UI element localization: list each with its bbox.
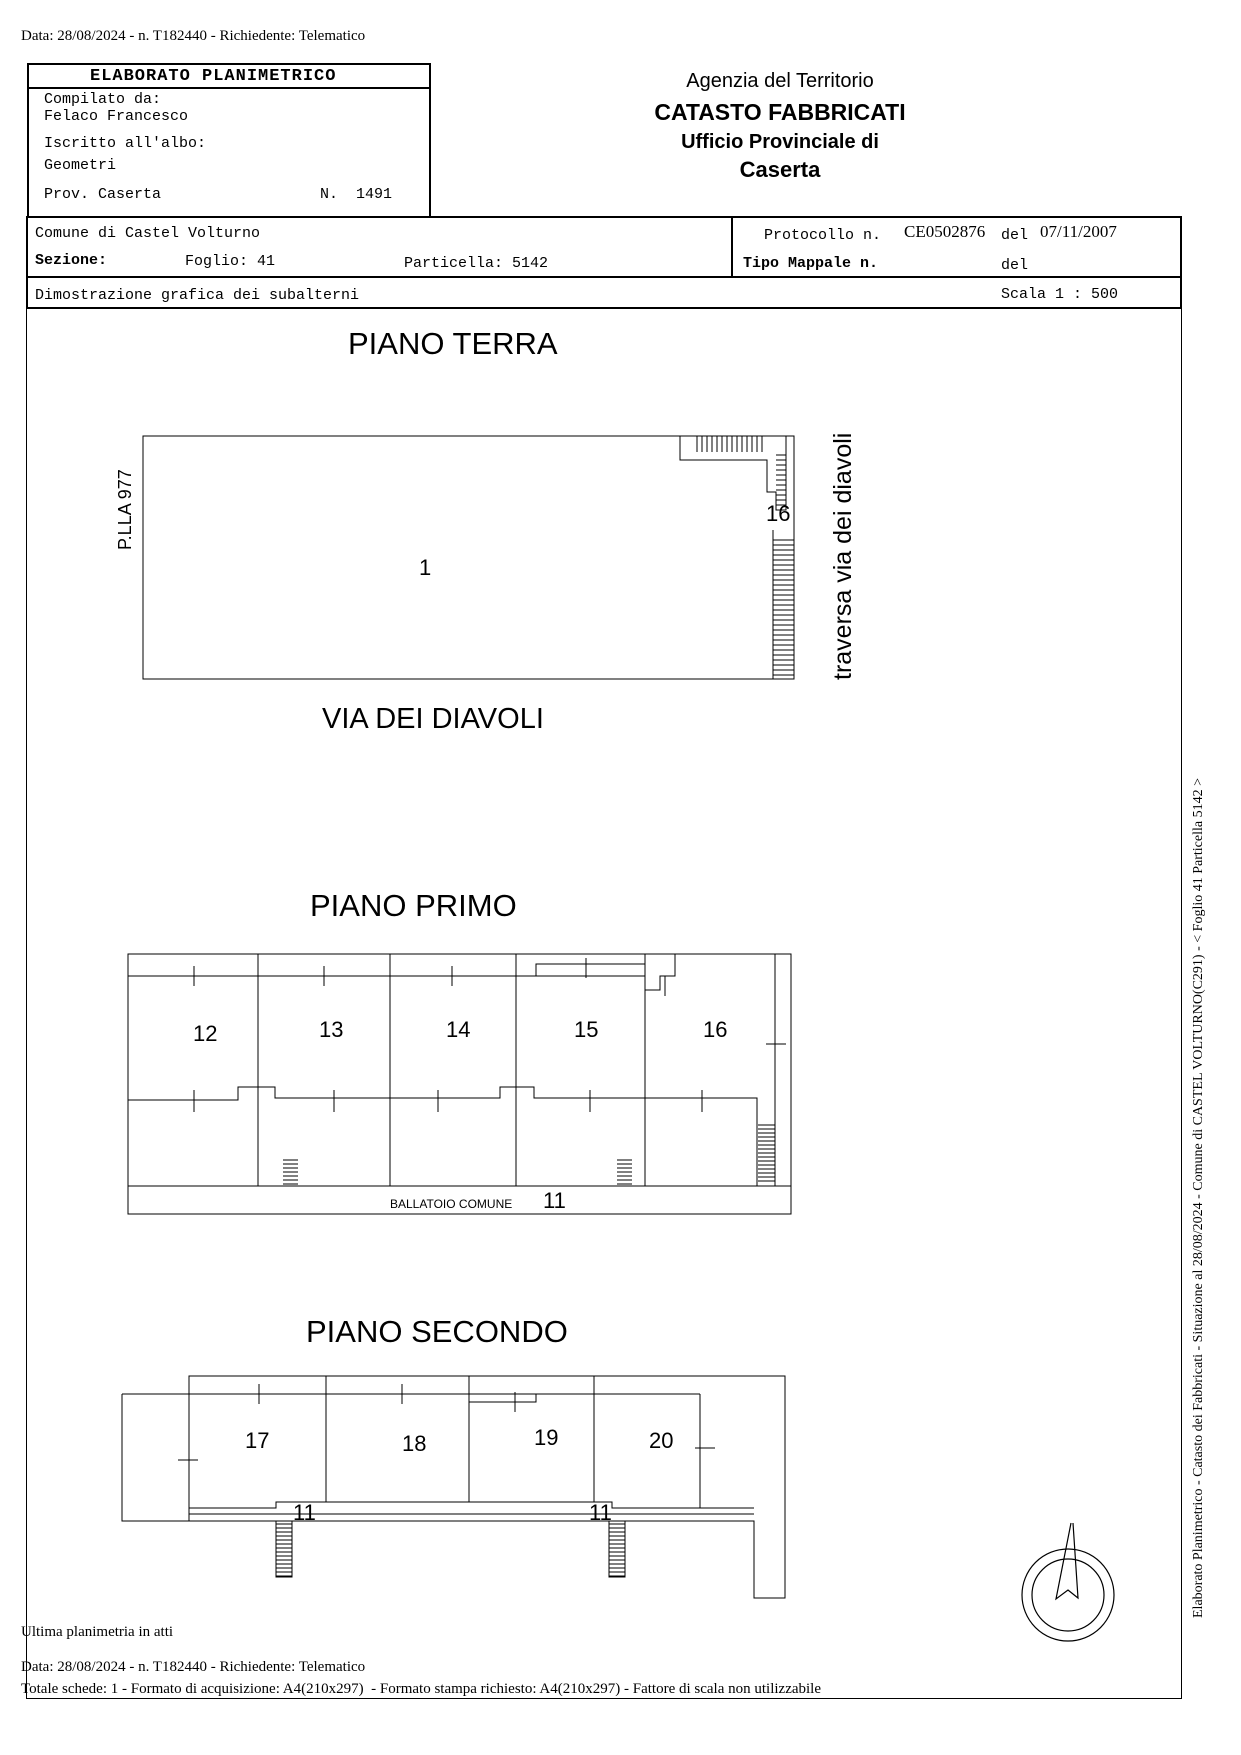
unit-19-number: 19 bbox=[534, 1425, 559, 1450]
info-vdivider bbox=[731, 216, 733, 278]
comune-value: Comune di Castel Volturno bbox=[35, 225, 261, 242]
unit-20-number: 20 bbox=[649, 1428, 674, 1453]
unit-12-number: 12 bbox=[193, 1021, 218, 1046]
tipo-mappale-label: Tipo Mappale n. bbox=[743, 255, 879, 272]
side-note: Elaborato Planimetrico - Catasto dei Fabbricati - Situazione al 28/08/2024 - Comune di CASTEL VOLTURNO(C291) - < Foglio 41 Particella 5142 > bbox=[1191, 778, 1206, 1618]
iscritto-label: Iscritto all'albo: bbox=[44, 135, 207, 152]
unit-14-number: 14 bbox=[446, 1017, 471, 1042]
compilato-name: Felaco Francesco bbox=[44, 108, 189, 125]
unit-17-number: 17 bbox=[245, 1428, 270, 1453]
protocollo-label: Protocollo n. bbox=[764, 227, 882, 244]
unit-15-number: 15 bbox=[574, 1017, 599, 1042]
piano-terra-title: PIANO TERRA bbox=[348, 326, 558, 361]
footer-data: Data: 28/08/2024 - n. T182440 - Richiedente: Telematico bbox=[21, 1659, 366, 1675]
del-label: del bbox=[1001, 227, 1029, 244]
elaborato-divider bbox=[27, 87, 431, 89]
protocollo-value: CE0502876 bbox=[904, 222, 986, 241]
plla-label: P.LLA 977 bbox=[115, 469, 135, 550]
numero-value: N. 1491 bbox=[320, 186, 393, 203]
drawing-frame bbox=[26, 216, 1182, 1699]
particella-value: Particella: 5142 bbox=[404, 255, 549, 272]
unit-13-number: 13 bbox=[319, 1017, 344, 1042]
via-dei-diavoli-label: VIA DEI DIAVOLI bbox=[322, 703, 544, 735]
sezione-label: Sezione: bbox=[35, 252, 108, 269]
compilato-label: Compilato da: bbox=[44, 91, 162, 108]
foglio-value: Foglio: 41 bbox=[185, 253, 276, 270]
elaborato-title: ELABORATO PLANIMETRICO bbox=[90, 67, 337, 86]
scala-value: Scala 1 : 500 bbox=[1001, 286, 1119, 303]
piano-secondo-title: PIANO SECONDO bbox=[306, 1314, 568, 1349]
del-value: 07/11/2007 bbox=[1040, 222, 1117, 241]
dimostrazione-label: Dimostrazione grafica dei subalterni bbox=[35, 287, 360, 304]
unit-16-stair-number: 16 bbox=[766, 501, 791, 526]
agency-line1: Agenzia del Territorio bbox=[686, 70, 874, 92]
agency-line4: Caserta bbox=[739, 157, 821, 182]
header-line: Data: 28/08/2024 - n. T182440 - Richiedente: Telematico bbox=[21, 28, 366, 44]
corridor-11-right-number: 11 bbox=[589, 1500, 612, 1525]
unit-1-number: 1 bbox=[419, 555, 432, 580]
unit-18-number: 18 bbox=[402, 1431, 427, 1456]
agency-line3: Ufficio Provinciale di bbox=[681, 131, 879, 153]
piano-primo-title: PIANO PRIMO bbox=[310, 888, 517, 923]
ballatoio-label: BALLATOIO COMUNE bbox=[390, 1197, 513, 1211]
unit-16-number: 16 bbox=[703, 1017, 728, 1042]
ballatoio-number: 11 bbox=[543, 1188, 566, 1213]
footer-totale: Totale schede: 1 - Formato di acquisizione: A4(210x297) - Formato stampa richiesto: A4(210x297) - Fattore di scala non utilizzabile bbox=[21, 1681, 822, 1697]
corridor-11-left-number: 11 bbox=[293, 1500, 316, 1525]
traversa-label: traversa via dei diavoli bbox=[829, 432, 857, 680]
footer-ultima: Ultima planimetria in atti bbox=[21, 1624, 174, 1640]
prov-value: Prov. Caserta bbox=[44, 186, 162, 203]
iscritto-value: Geometri bbox=[44, 157, 117, 174]
del2-label: del bbox=[1001, 257, 1029, 274]
agency-line2: CATASTO FABBRICATI bbox=[654, 99, 906, 125]
